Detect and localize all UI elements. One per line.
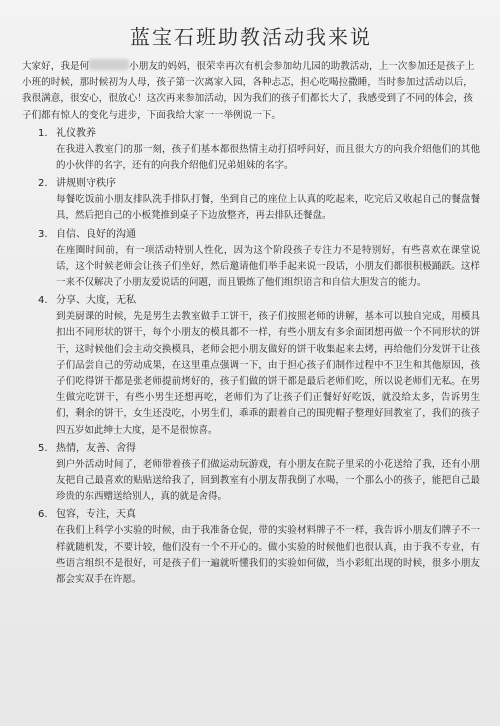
section-heading [38,176,480,191]
section-title: 讲规则守秩序 [56,178,116,190]
section-heading [38,227,480,242]
intro-paragraph [22,59,480,124]
section-heading [38,126,480,141]
document-title: 蓝宝石班助教活动我来说 [130,25,372,49]
redacted-name [89,59,129,70]
section-5 [22,441,480,506]
section-body: 到美厨课的时候，先是男生去教室做手工饼干，孩子们按照老师的讲解，基本可以独自完成，用模具扣出不同形状的饼干，每个小朋友的模具都不一样，有些小朋友有多余面团想再做一个不同形状的饼干，这时候他们会主动交换模具，老师会把小朋友做好的饼干收集起来去烤，再给他们分发饼干让孩子们品尝自己的劳动成果，在这里重点强调一下，由于担心孩子们制作过程中不卫生和其他原因，孩子们吃得饼干都是张老师提前烤好的，孩子们做的饼干都是最后老师们吃，所以说老师们无私。在男生做完吃饼干，有些小男生还想再吃，老师们为了让孩子们正餐好好吃饭，就没给太多，告诉男生们，剩余的饼干，女生还没吃，小男生们，乖乖的跟着自己的围兜帽子整理好回教室了，我们的孩子四五岁如此绅士大度，是不是很惊喜。 [56,311,480,436]
section-heading [38,293,480,308]
section-3 [22,227,480,292]
section-title: 热情，友善、舍得 [56,442,136,454]
section-body: 在座圈时间前，有一项活动特别人性化，因为这个阶段孩子专注力不是特别好，有些喜欢在课堂说话，这个时候老师会让孩子们坐好，然后邀请他们举手起来说一段话，小朋友们都很积极踊跃。这样一来不仅解决了小朋友爱说话的问题，而且锻炼了他们组织语言和自信大胆发言的能力。 [56,244,480,289]
section-number: 3. [38,228,48,240]
intro-text-before: 大家好，我是何 [22,61,90,72]
section-number: 5. [38,442,48,454]
section-title: 自信、良好的沟通 [56,228,136,240]
section-title: 礼仪教养 [56,127,96,139]
section-6 [22,507,480,588]
section-4 [22,293,480,439]
section-body: 在我们上科学小实验的时候，由于我准备仓促，带的实验材料牌子不一样，我告诉小朋友们牌子不一样就随机发，不要计较，他们没有一个不开心的。做小实验的时候他们也很认真，由于我不专业，有些语言组织不是很好，可是孩子们一遍就听懂我们的实验如何做，当小彩虹出现的时候，很多小朋友都会实双手在许愿。 [56,525,480,586]
section-body: 每餐吃饭前小朋友排队洗手排队打餐，坐到自己的座位上认真的吃起来，吃完后又收起自己的餐盘餐具，然后把自己的小板凳推到桌子下边放整齐，再去排队还餐盘。 [56,194,480,222]
section-number: 2. [38,178,48,190]
section-2 [22,176,480,224]
section-1 [22,126,480,174]
section-number: 1. [38,127,48,139]
intro-text-after: 小朋友的妈妈，很荣幸再次有机会参加幼儿园的助教活动，上一次参加还是孩子上小班的时候，那时候初为人母，孩子第一次离家入园，各种忐忑，担心吃喝拉撒睡，当时参加过活动以后，我很满意，很安心，很放心！这次再来参加活动，因为我们的孩子们都长大了，我感受到了不同的体会，孩子们都有惊人的变化与进步，下面我给大家一一举例说一下。 [22,61,475,121]
section-number: 4. [38,295,48,307]
section-body: 到户外活动时间了，老师带着孩子们做运动玩游戏，有小朋友在院子里采的小花送给了我，还有小朋友把自己最喜欢的贴贴送给我了，回到教室有小朋友帮我倒了水喝，一个那么小的孩子，能把自己最珍贵的东西赠送给别人，真的就是舍得。 [56,458,480,503]
section-number: 6. [38,509,48,521]
section-heading [38,507,480,522]
section-heading [38,441,480,456]
section-title: 分享、大度，无私 [56,295,136,307]
section-title: 包容，专注，天真 [56,509,136,521]
section-body: 在我进入教室门的那一刻，孩子们基本都很热情主动打招呼问好，而且很大方的向我介绍他们的其他的小伙伴的名字，还有的向我介绍他们兄弟姐妹的名字。 [56,143,480,172]
